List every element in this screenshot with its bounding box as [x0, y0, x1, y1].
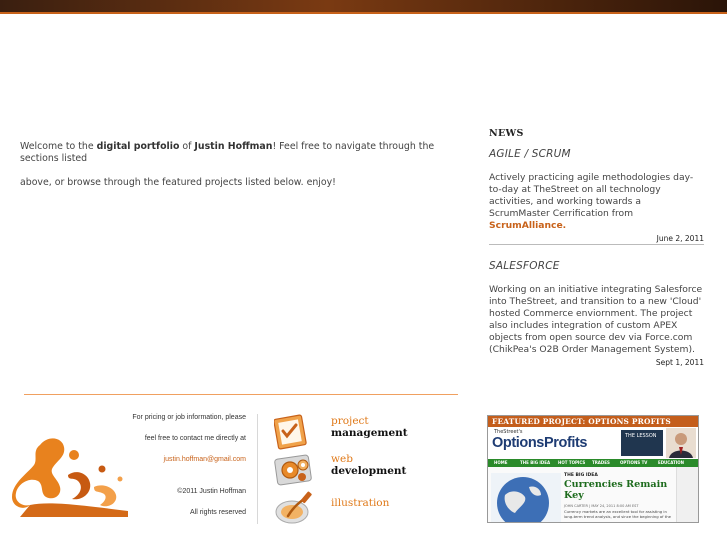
news-item-salesforce — [489, 260, 704, 367]
screenshot-nav-item: THE BIG IDEA — [520, 460, 551, 465]
intro-name: Justin Hoffman — [194, 141, 273, 152]
service-line-2: development — [331, 465, 407, 477]
news-date: Sept 1, 2011 — [655, 358, 704, 367]
screenshot-brand-logo: OptionsProfits — [492, 435, 588, 451]
news-heading: NEWS — [489, 128, 524, 139]
contact-info — [110, 413, 246, 518]
news-body: Working on an initiative integrating Salesforce into TheStreet, and transition to a new 'Cloud' hosted Commerce enviornment. The project also includes integration of custom APEX objects from open source dev via Force.com (ChikPea's O2B Order Management System). — [489, 284, 703, 355]
intro-paragraph-2: above, or browse through the featured projects listed below. enjoy! — [20, 177, 336, 188]
copyright: ©2011 Justin Hoffman — [177, 488, 246, 495]
screenshot-byline: JOHN CARTER | MAY 24, 2011 8:00 AM EST — [564, 504, 639, 508]
service-line-1: illustration — [331, 497, 390, 509]
service-line-1: project — [331, 415, 369, 427]
globe-image — [491, 473, 561, 523]
screenshot-badge — [621, 430, 663, 456]
featured-project-screenshot[interactable] — [488, 427, 698, 523]
scrumalliance-link[interactable]: ScrumAlliance. — [489, 220, 567, 231]
rights-reserved: All rights reserved — [189, 509, 246, 516]
featured-project-label: FEATURED PROJECT: OPTIONS PROFITS — [488, 416, 698, 427]
screenshot-kicker: THE BIG IDEA — [564, 473, 598, 478]
service-line-1: web — [331, 453, 353, 465]
screenshot-body — [488, 467, 698, 523]
screenshot-badge-text: THE LESSON — [625, 433, 657, 439]
checklist-icon — [274, 413, 324, 451]
top-banner-bar — [0, 0, 727, 14]
screenshot-nav-item: TRADES — [592, 460, 610, 465]
screenshot-headline: Currencies Remain Key — [564, 479, 668, 501]
intro-portfolio: digital portfolio — [96, 141, 180, 152]
screenshot-brand-small: TheStreet's — [494, 429, 523, 435]
screenshot-nav — [488, 459, 698, 467]
screenshot-nav-item: HOT TOPICS — [558, 460, 586, 465]
news-divider — [489, 244, 704, 245]
service-illustration[interactable] — [274, 488, 434, 528]
news-date: June 2, 2011 — [656, 234, 704, 243]
service-web-development[interactable] — [274, 451, 434, 491]
featured-project-panel[interactable] — [487, 415, 699, 523]
contact-line-1: For pricing or job information, please — [132, 414, 246, 421]
news-item-agile — [489, 148, 704, 243]
gears-icon — [274, 451, 324, 489]
screenshot-lead: Currency markets are an excellent tool for assisting in long-term trend analysis, and since the beginning of the — [564, 509, 671, 519]
service-label — [331, 415, 408, 439]
screenshot-nav-item: HOME — [494, 460, 508, 465]
news-title: SALESFORCE — [489, 260, 560, 272]
screenshot-side-rail — [676, 467, 698, 523]
contact-line-2: feel free to contact me directly at — [144, 435, 246, 442]
intro-welcome: Welcome to the — [20, 141, 97, 152]
footer-divider — [24, 394, 458, 395]
intro-paragraph-1 — [20, 141, 460, 165]
screenshot-header — [488, 427, 698, 459]
intro-of: of — [179, 141, 195, 152]
intro-rest: ! Feel free to navigate through the sections listed — [20, 141, 435, 164]
footer-vertical-divider — [257, 414, 258, 524]
news-body — [489, 172, 704, 232]
news-title: AGILE / SCRUM — [489, 148, 571, 160]
portrait-image — [666, 428, 696, 458]
service-project-management[interactable] — [274, 413, 434, 453]
service-label — [331, 453, 406, 477]
pen-tablet-icon — [274, 488, 324, 526]
news-body-text: Actively practicing agile methodologies day-to-day at TheStreet on all technology activities, and working towards a ScrumMaster Cerrification from — [489, 172, 694, 219]
service-line-2: management — [331, 427, 408, 439]
screenshot-nav-item: EDUCATION — [658, 460, 684, 465]
service-label — [331, 497, 389, 509]
intro-text — [20, 141, 460, 189]
email-link[interactable]: justin.hoffman@gmail.com — [163, 456, 246, 463]
screenshot-nav-item: OPTIONS TV — [620, 460, 648, 465]
